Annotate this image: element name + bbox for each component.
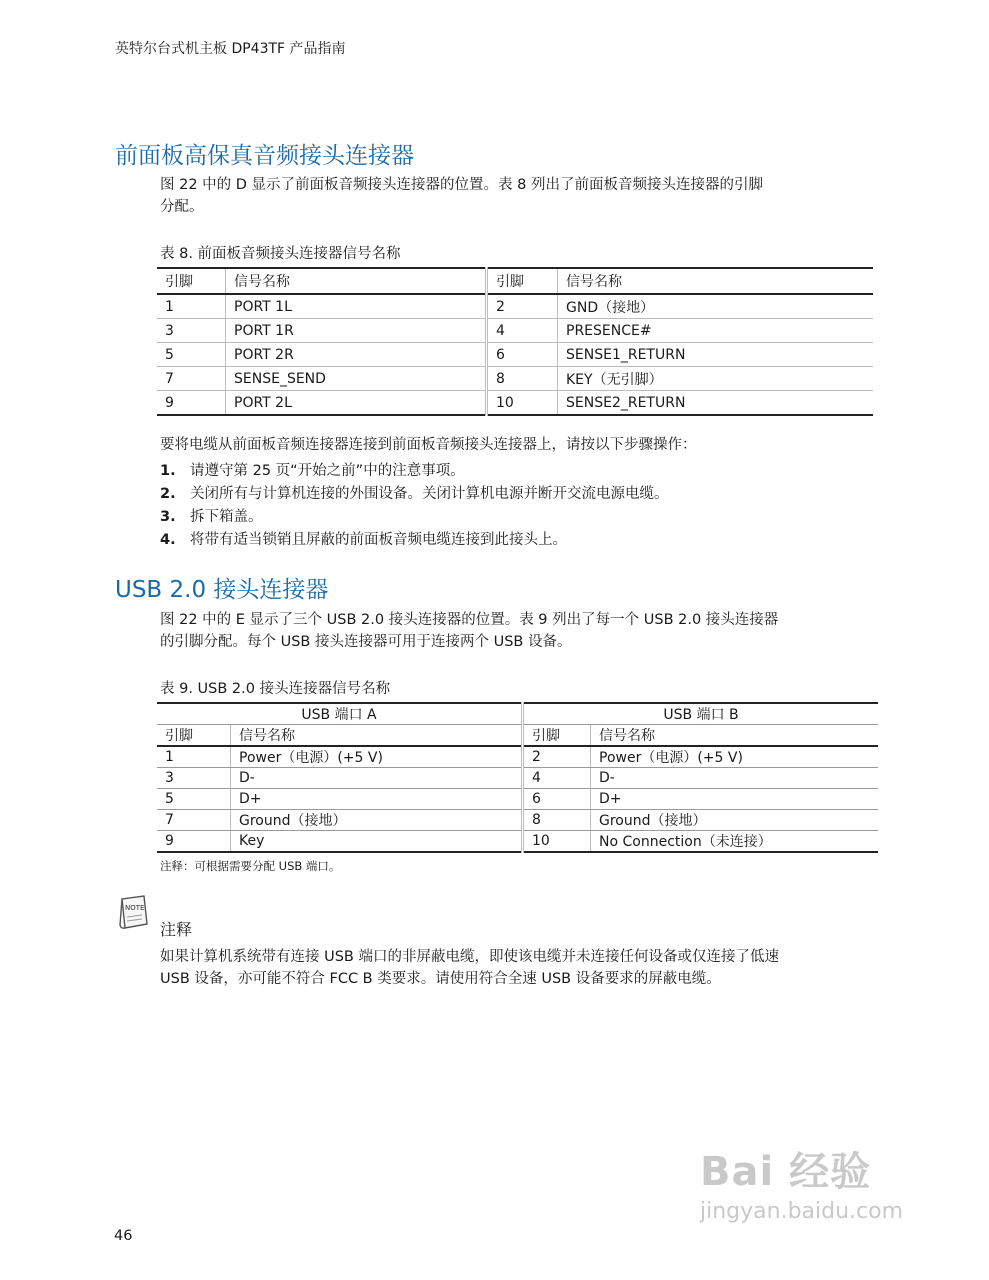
note-icon-label: NOTE [125, 904, 145, 912]
section-intro-usb [160, 609, 778, 653]
col-header: 信号名称 [591, 725, 879, 747]
table-row [157, 367, 873, 391]
cell: Key [231, 831, 523, 853]
list-item [160, 460, 669, 483]
table-header-row [157, 268, 873, 294]
cell: PORT 1L [226, 294, 487, 319]
col-header: 信号名称 [226, 268, 487, 294]
cell: 7 [157, 810, 231, 831]
col-header: 引脚 [523, 725, 591, 747]
cell: PORT 1R [226, 319, 487, 343]
cell: Ground（接地） [591, 810, 879, 831]
cell: 8 [487, 367, 558, 391]
intro-line: 图 22 中的 D 显示了前面板音频接头连接器的位置。表 8 列出了前面板音频接头连接器的引脚 [160, 177, 763, 193]
cell: 10 [487, 391, 558, 416]
cell: 4 [523, 768, 591, 789]
cell: 5 [157, 789, 231, 810]
table-row [157, 746, 878, 768]
cell: D- [231, 768, 523, 789]
page-header: 英特尔台式机主板 DP43TF 产品指南 [115, 41, 346, 57]
cell: 6 [487, 343, 558, 367]
table-footnote: 注释：可根据需要分配 USB 端口。 [160, 859, 341, 873]
table-row [157, 831, 878, 853]
table-row [157, 768, 878, 789]
cell: D+ [231, 789, 523, 810]
cell: KEY（无引脚） [558, 367, 874, 391]
note-body [160, 946, 779, 990]
col-header: 引脚 [157, 725, 231, 747]
watermark-url: jingyan.baidu.com [700, 1199, 904, 1224]
col-header: 信号名称 [231, 725, 523, 747]
cell: 3 [157, 319, 226, 343]
section-heading-audio: 前面板高保真音频接头连接器 [115, 143, 414, 169]
cell: PRESENCE# [558, 319, 874, 343]
table-row [157, 294, 873, 319]
cell: Power（电源）(+5 V) [591, 746, 879, 768]
cell: D+ [591, 789, 879, 810]
col-header: 引脚 [487, 268, 558, 294]
cell: 3 [157, 768, 231, 789]
cell: 4 [487, 319, 558, 343]
table-row [157, 319, 873, 343]
table-row [157, 810, 878, 831]
col-header: 信号名称 [558, 268, 874, 294]
cell: 6 [523, 789, 591, 810]
cell: 7 [157, 367, 226, 391]
cell: 2 [487, 294, 558, 319]
cell: 5 [157, 343, 226, 367]
cell: 1 [157, 294, 226, 319]
cell: SENSE2_RETURN [566, 394, 686, 411]
table-row [157, 789, 878, 810]
cell: 9 [157, 831, 231, 853]
list-item [160, 483, 669, 506]
intro-line: 图 22 中的 E 显示了三个 USB 2.0 接头连接器的位置。表 9 列出了每一个 USB 2.0 接头连接器 [160, 612, 779, 628]
step-text: 将带有适当锁销且屏蔽的前面板音频电缆连接到此接头上。 [190, 532, 567, 548]
steps-intro: 要将电缆从前面板音频连接器连接到前面板音频接头连接器上，请按以下步骤操作： [160, 437, 697, 453]
step-text: 请遵守第 25 页“开始之前”中的注意事项。 [190, 463, 465, 479]
section-intro-audio [160, 174, 763, 218]
audio-pin-table [157, 267, 873, 416]
watermark [700, 1140, 903, 1224]
step-number: 3. [160, 509, 176, 525]
note-title: 注释 [160, 920, 193, 939]
steps-list [160, 460, 669, 552]
cell: 8 [523, 810, 591, 831]
watermark-brand: Bai 经验 [700, 1149, 872, 1195]
cell: 10 [523, 831, 591, 853]
cell: Ground（接地） [231, 810, 523, 831]
list-item [160, 529, 669, 552]
cell: PORT 2L [226, 391, 487, 416]
note-line: USB 设备，亦可能不符合 FCC B 类要求。请使用符合全速 USB 设备要求的屏蔽电缆。 [160, 971, 721, 987]
step-text: 关闭所有与计算机连接的外围设备。关闭计算机电源并断开交流电源电缆。 [190, 486, 669, 502]
cell: 1 [157, 746, 231, 768]
group-header: USB 端口 A [157, 703, 523, 725]
page-number: 46 [114, 1228, 133, 1244]
table-caption-8: 表 8. 前面板音频接头连接器信号名称 [160, 246, 401, 262]
step-number: 2. [160, 486, 176, 502]
cell: No Connection（未连接） [599, 834, 772, 850]
col-header: 引脚 [157, 268, 226, 294]
cell: 9 [157, 391, 226, 416]
table-group-header-row [157, 703, 878, 725]
group-header: USB 端口 B [523, 703, 879, 725]
cell: Power（电源）(+5 V) [231, 746, 523, 768]
step-number: 1. [160, 463, 176, 479]
step-text: 拆下箱盖。 [190, 509, 263, 525]
cell: GND（接地） [558, 294, 874, 319]
cell: PORT 2R [226, 343, 487, 367]
table-row [157, 391, 873, 416]
section-heading-usb: USB 2.0 接头连接器 [115, 577, 329, 603]
table-caption-9: 表 9. USB 2.0 接头连接器信号名称 [160, 681, 391, 697]
list-item [160, 506, 669, 529]
cell: D- [591, 768, 879, 789]
table-header-row [157, 725, 878, 747]
note-line: 如果计算机系统带有连接 USB 端口的非屏蔽电缆，即使该电缆并未连接任何设备或仅连接了低速 [160, 949, 779, 965]
usb-pin-table [157, 702, 878, 853]
cell: SENSE_SEND [226, 367, 487, 391]
step-number: 4. [160, 532, 176, 548]
intro-line: 分配。 [160, 199, 204, 215]
cell: 2 [523, 746, 591, 768]
note-icon [116, 893, 150, 933]
cell: SENSE1_RETURN [558, 343, 874, 367]
table-row [157, 343, 873, 367]
intro-line: 的引脚分配。每个 USB 接头连接器可用于连接两个 USB 设备。 [160, 634, 572, 650]
